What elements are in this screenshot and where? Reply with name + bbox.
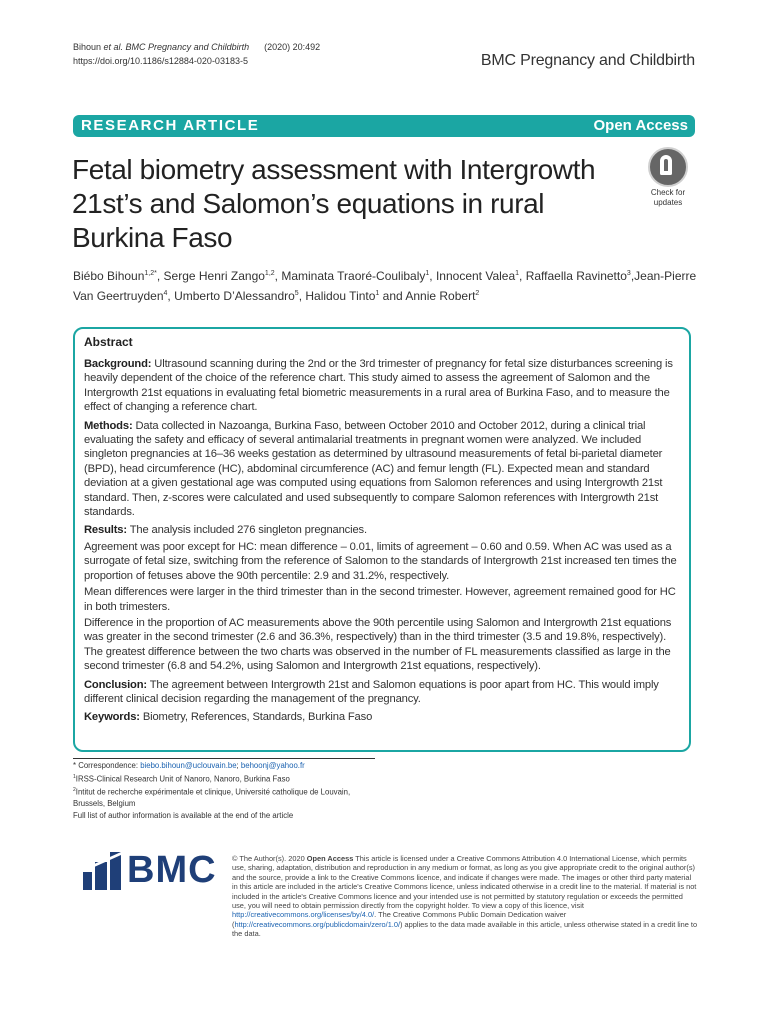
- article-citation: [73, 40, 320, 68]
- check-updates-line2: updates: [653, 198, 683, 207]
- email-link-1[interactable]: biebo.bihoun@uclouvain.be: [140, 761, 237, 770]
- bmc-logo-mark-icon: [83, 852, 123, 890]
- results-text: The analysis included 276 singleton pregnancies.: [126, 524, 367, 537]
- author-name[interactable]: Halidou Tinto: [305, 289, 376, 303]
- bmc-logo: [83, 849, 223, 891]
- bmc-logo-text: BMC: [127, 849, 217, 891]
- license-prefix: © The Author(s). 2020: [232, 854, 307, 863]
- background-text: Ultrasound scanning during the 2nd or the 3rd trimester of pregnancy for fetal size disturbances screening is heavily dependent of the choice of the reference chart. This study aimed to assess the agreement of Salomon and the Intergrowth 21st equations in evaluating fetal biometric measurements in a rural area of Burkina Faso, and to measure the effect of changing a reference chart.: [84, 358, 673, 414]
- license-open-access: Open Access: [306, 854, 354, 863]
- author-affiliation-marker: 1: [425, 270, 430, 277]
- methods-text: Data collected in Nazoanga, Burkina Faso, between October 2010 and October 2012, during a clinical trial evaluating the safety and efficacy of several antimalarial treatments in pregnant women were analyzed. We included singleton pregnancies at 16–36 weeks gestation as determined by ultrasound measurements of fetal bi-parietal diameter (BPD), head circumference (HC), abdominal circumference (AC) and femur length (FL). Expected mean and standard deviation at a given gestational age was computed using equations from Salomon references and using Intergrowth 21st standard. Then, z-scores were calculated and used subsequently to compare Salomon references with Intergrowth 21st standards.: [84, 419, 663, 519]
- citation-journal: et al. BMC Pregnancy and Childbirth: [103, 42, 250, 52]
- results-paragraph-3: Mean differences were larger in the third trimester than in the second trimester. However, agreement remained good for HC in both trimesters.: [84, 586, 676, 613]
- doi-link[interactable]: https://doi.org/10.1186/s12884-020-03183-5: [73, 56, 248, 66]
- author-affiliation-marker: 1: [375, 290, 380, 297]
- author-affiliation-marker: 4: [163, 290, 168, 297]
- affiliation-1-text: IRSS-Clinical Research Unit of Nanoro, Nanoro, Burkina Faso: [75, 774, 290, 784]
- license-mid: . The Creative Commons Public Domain Dedication waiver (: [232, 910, 567, 929]
- crossmark-icon: [648, 147, 688, 187]
- author-separator: ,: [519, 269, 526, 283]
- abstract-results: [84, 523, 681, 537]
- conclusion-text: The agreement between Intergrowth 21st and Salomon equations is poor apart from HC. This would imply different clinical decision regarding the management of the pregnancy.: [84, 678, 659, 705]
- background-label: Background:: [84, 358, 152, 370]
- author-affiliation-marker: 1,2*: [144, 270, 157, 277]
- author-affiliation-marker: 1,2: [264, 270, 275, 277]
- article-type-banner: [73, 115, 695, 137]
- author-name[interactable]: Innocent Valea: [435, 269, 516, 283]
- affiliation-2: [73, 785, 373, 810]
- correspondence-label: * Correspondence:: [73, 761, 141, 770]
- author-separator: ,: [167, 289, 175, 303]
- author-list: [73, 265, 703, 305]
- abstract-heading: Abstract: [84, 335, 133, 349]
- affiliation-1-number: 1: [73, 773, 76, 780]
- author-info-note: Full list of author information is available at the end of the article: [73, 810, 294, 820]
- results-paragraph-2: Agreement was poor except for HC: mean difference – 0.01, limits of agreement – 0.60 and 0.59. When AC was used as a surrogate of fetal size, switching from the reference of Salomon to the standards of Intergrowth 21st increased ten times the proportion of fetuses above the 90th percentile: 2.9 and 31.2%, respectively.: [84, 540, 677, 582]
- author-separator: ,: [156, 269, 164, 283]
- abstract-methods: [84, 419, 681, 520]
- abstract-keywords: [84, 710, 681, 724]
- check-updates-line1: Check for: [650, 188, 686, 197]
- abstract-box: [73, 327, 691, 752]
- author-name[interactable]: Raffaella Ravinetto: [525, 269, 627, 283]
- results-label: Results:: [84, 524, 127, 537]
- author-name[interactable]: Annie Robert: [405, 289, 476, 303]
- methods-label: Methods:: [84, 419, 133, 432]
- author-separator: and: [379, 289, 406, 303]
- license-end: ) applies to the data made available in this article, unless otherwise stated in a credit line to the data.: [232, 919, 698, 939]
- abstract-background: [84, 357, 681, 415]
- license-text: [232, 854, 698, 939]
- journal-name: BMC Pregnancy and Childbirth: [480, 52, 695, 69]
- email-separator: ;: [236, 761, 241, 770]
- author-name[interactable]: Serge Henri Zango: [163, 269, 265, 283]
- citation-authors: Bihoun: [73, 42, 104, 52]
- author-affiliation-marker: 2: [475, 290, 480, 297]
- correspondence: [73, 760, 373, 772]
- author-separator: ,: [274, 269, 282, 283]
- affiliation-1: [73, 772, 373, 785]
- article-type-label: RESEARCH ARTICLE: [81, 117, 260, 134]
- footnotes: [73, 760, 373, 821]
- footnote-divider: [73, 758, 375, 759]
- author-name[interactable]: Biébo Bihoun: [73, 269, 145, 283]
- conclusion-label: Conclusion:: [84, 678, 147, 691]
- author-name[interactable]: Maminata Traoré-Coulibaly: [281, 269, 426, 283]
- abstract-conclusion: [84, 678, 681, 707]
- check-for-updates-badge[interactable]: [645, 147, 691, 207]
- license-body: This article is licensed under a Creative Commons Attribution 4.0 International License, which permits use, sharing, adaptation, distribution and reproduction in any medium or format, as long as you give appropriate credit to the original author(s) and the source, provide a link to the Creative Commons licence, and indicate if changes were made. The images or other third party material in this article are included in the article's Creative Commons licence, unless indicated otherwise in a credit line to the material. If material is not included in the article's Creative Commons licence and your intended use is not permitted by statutory regulation or exceeds the permitted use, you will need to obtain permission directly from the copyright holder. To view a copy of this licence, visit: [232, 854, 697, 911]
- author-separator: ,: [298, 289, 306, 303]
- author-affiliation-marker: 3: [626, 270, 631, 277]
- license-link-cc-by[interactable]: http://creativecommons.org/licenses/by/4.0/: [232, 910, 375, 920]
- open-access-label: Open Access: [593, 117, 688, 134]
- license-link-cc0[interactable]: http://creativecommons.org/publicdomain/zero/1.0/: [234, 919, 401, 929]
- author-affiliation-marker: 1: [515, 270, 520, 277]
- citation-line: [73, 40, 320, 54]
- results-paragraph-4: Difference in the proportion of AC measurements above the 90th percentile using Salomon and Intergrowth 21st equations was greater in the second trimester (2.6 and 36.3%, respectively) than in the third trimester (3.5 and 19.8%, respectively). The greatest difference between the two charts was observed in the number of FL measurements classified as large in the second trimester (6.8 and 54.2%, using Salomon and Intergrowth 21st equations, respectively).: [84, 616, 672, 673]
- author-name[interactable]: Umberto D’Alessandro: [174, 289, 295, 303]
- email-link-2[interactable]: behoonj@yahoo.fr: [240, 761, 305, 770]
- affiliation-2-text: Intitut de recherche expérimentale et clinique, Université catholique de Louvain, Brussels, Belgium: [73, 787, 351, 808]
- affiliation-2-number: 2: [73, 786, 76, 793]
- author-name[interactable]: Jean-Pierre Van Geertruyden: [73, 269, 697, 303]
- author-separator: ,: [429, 269, 436, 283]
- keywords-text: Biometry, References, Standards, Burkina Faso: [139, 711, 373, 724]
- author-affiliation-marker: 5: [294, 290, 299, 297]
- keywords-label: Keywords:: [84, 711, 140, 724]
- citation-ref: (2020) 20:492: [264, 42, 321, 52]
- author-separator: ,: [630, 269, 635, 283]
- article-title: Fetal biometry assessment with Intergrowth 21st’s and Salomon’s equations in rural Burkina Faso: [72, 154, 596, 253]
